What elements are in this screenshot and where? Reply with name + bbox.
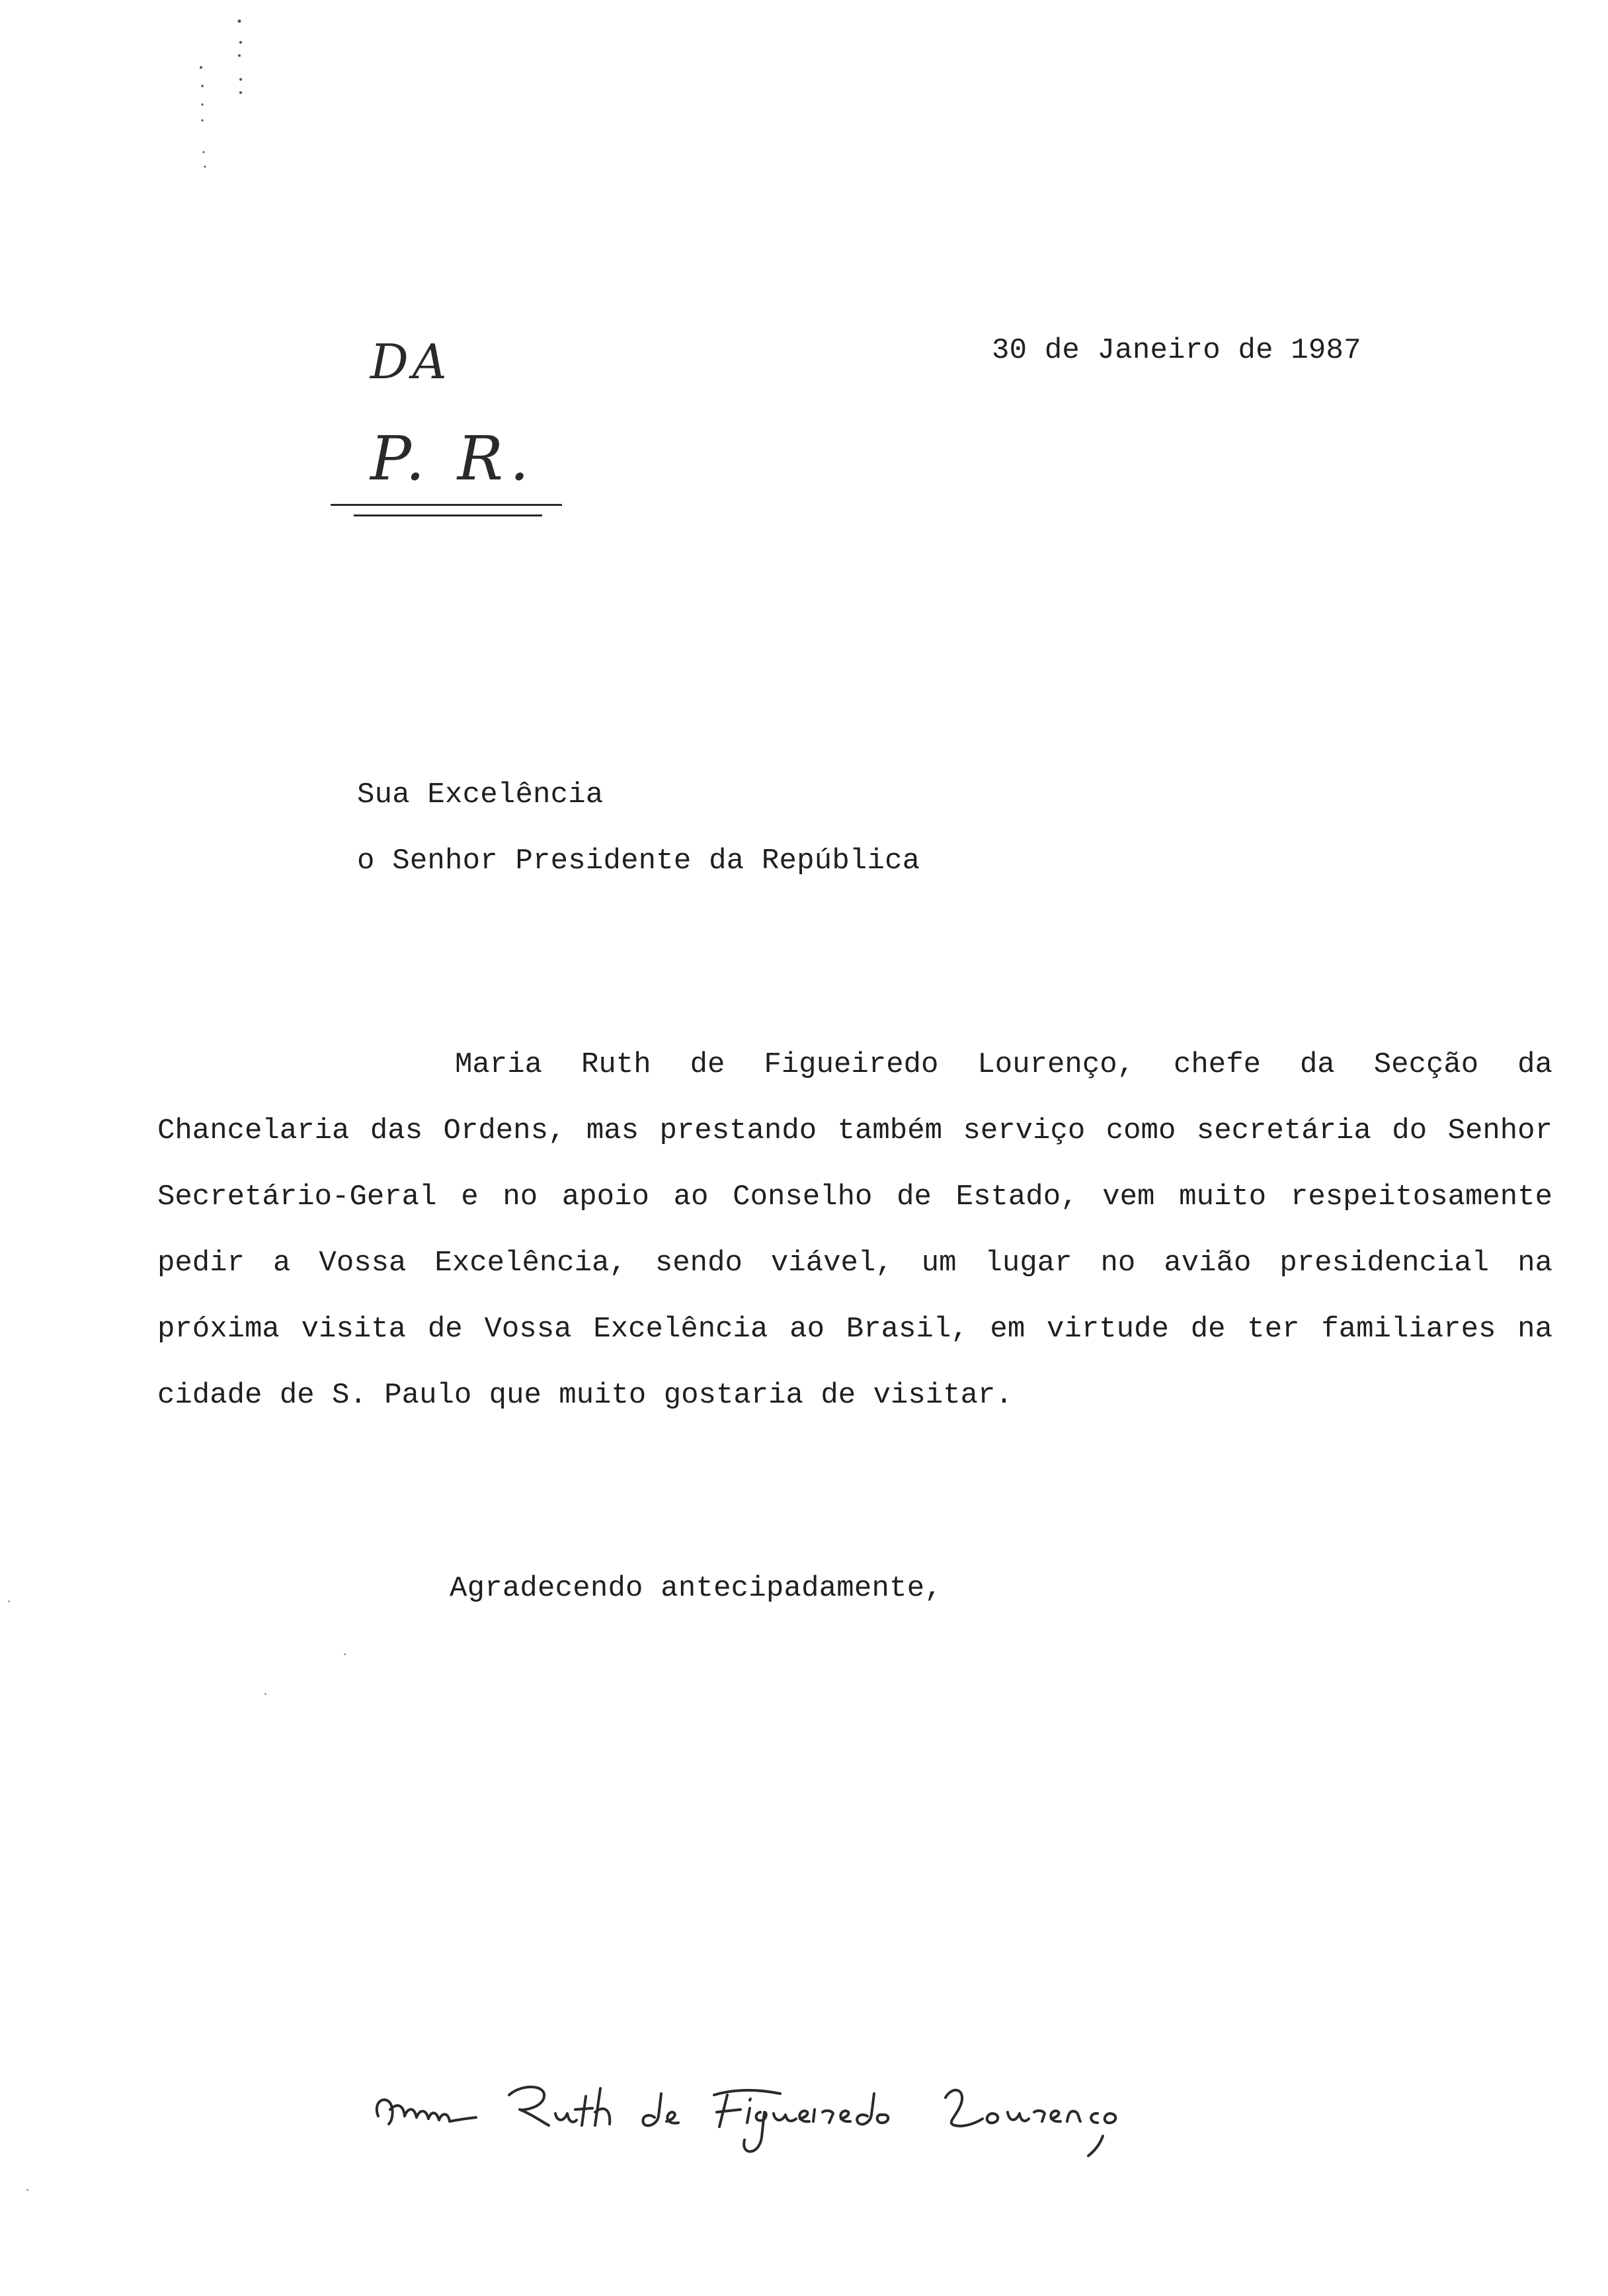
letter-date: 30 de Janeiro de 1987	[992, 334, 1361, 367]
margin-marks	[192, 13, 251, 172]
scan-speck	[26, 2189, 28, 2191]
letter-body: Maria Ruth de Figueiredo Lourenço, chefe da Secção da Chancelaria das Ordens, mas prestando também serviço como secretária do Senhor Secretário-Geral e no apoio ao Conselho de Estado, vem muito respeitosamente pedir a Vossa Excelência, sendo viável, um lugar no avião presidencial na próxima visita de Vossa Excelência ao Brasil, em virtude de ter familiares na cidade de S. Paulo que muito gostaria de visitar.	[157, 1048, 1552, 1412]
letter-closing: Agradecendo antecipadamente,	[450, 1572, 942, 1605]
annotation-underline	[331, 504, 562, 506]
scan-speck	[344, 1653, 346, 1655]
scan-speck	[8, 1600, 10, 1602]
recipient-salutation: Sua Excelência	[357, 778, 604, 811]
scan-speck	[264, 1693, 266, 1695]
handwritten-annotation-pr: P. R.	[370, 423, 536, 494]
recipient-title: o Senhor Presidente da República	[357, 844, 920, 878]
handwritten-signature	[370, 2057, 1230, 2176]
handwritten-annotation-da: DA	[370, 334, 451, 390]
annotation-underline	[354, 514, 542, 516]
